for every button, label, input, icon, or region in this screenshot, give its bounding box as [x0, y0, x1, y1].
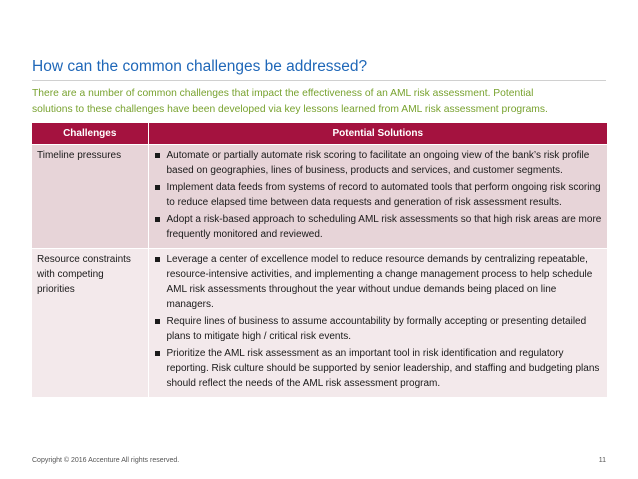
- solutions-list: [154, 148, 604, 242]
- solution-text: Leverage a center of excellence model to reduce resource demands by centralizing repeatable, resource-intensive activities, and implementing a change management process to help schedule AML risk assessments throughout the year without undue demands being placed on line managers.: [166, 254, 593, 310]
- challenge-cell: Resource constraints with competing priorities: [32, 249, 148, 398]
- solution-item: [154, 252, 604, 312]
- challenges-table: [32, 123, 607, 397]
- intro-line-1: There are a number of common challenges that impact the effectiveness of an AML risk assessment. Potential: [32, 88, 534, 99]
- table-header-row: [32, 123, 607, 145]
- square-bullet-icon: [155, 319, 160, 324]
- header-challenges: Challenges: [32, 123, 148, 145]
- solution-text: Implement data feeds from systems of record to automated tools that perform ongoing risk scoring to reduce elapsed time between data requests and generation of risk assessment results.: [166, 182, 601, 208]
- header-potential-solutions: Potential Solutions: [148, 123, 607, 145]
- solution-item: [154, 314, 604, 344]
- intro-paragraph: [32, 86, 612, 118]
- solution-text: Prioritize the AML risk assessment as an important tool in risk identification and regulatory reporting. Risk culture should be supported by senior leadership, and staffing and budgeting plans should reflect the needs of the AML risk assessment program.: [166, 348, 600, 389]
- intro-line-2: solutions to these challenges have been developed via key lessons learned from AML risk assessment programs.: [32, 104, 548, 115]
- table-row: [32, 145, 607, 249]
- page-title: How can the common challenges be addressed?: [32, 58, 368, 75]
- square-bullet-icon: [155, 153, 160, 158]
- title-divider: [32, 80, 606, 81]
- solution-text: Adopt a risk-based approach to scheduling AML risk assessments so that high risk areas are more frequently monitored and reviewed.: [166, 214, 602, 240]
- solutions-list: [154, 252, 604, 391]
- solutions-cell: [148, 249, 607, 398]
- square-bullet-icon: [155, 351, 160, 356]
- challenge-cell: Timeline pressures: [32, 145, 148, 249]
- square-bullet-icon: [155, 217, 160, 222]
- footer-page-number: 11: [598, 457, 606, 464]
- solutions-cell: [148, 145, 607, 249]
- solution-item: [154, 346, 604, 391]
- square-bullet-icon: [155, 257, 160, 262]
- table-row: [32, 249, 607, 398]
- solution-text: Require lines of business to assume accountability by formally accepting or presenting detailed plans to mitigate high / critical risk events.: [166, 316, 587, 342]
- footer-copyright: Copyright © 2016 Accenture All rights reserved.: [32, 457, 180, 464]
- solution-item: [154, 148, 604, 178]
- solution-item: [154, 212, 604, 242]
- square-bullet-icon: [155, 185, 160, 190]
- solution-item: [154, 180, 604, 210]
- solution-text: Automate or partially automate risk scoring to facilitate an ongoing view of the bank’s risk profile based on geographies, lines of business, products and services, and customer segments.: [166, 150, 590, 176]
